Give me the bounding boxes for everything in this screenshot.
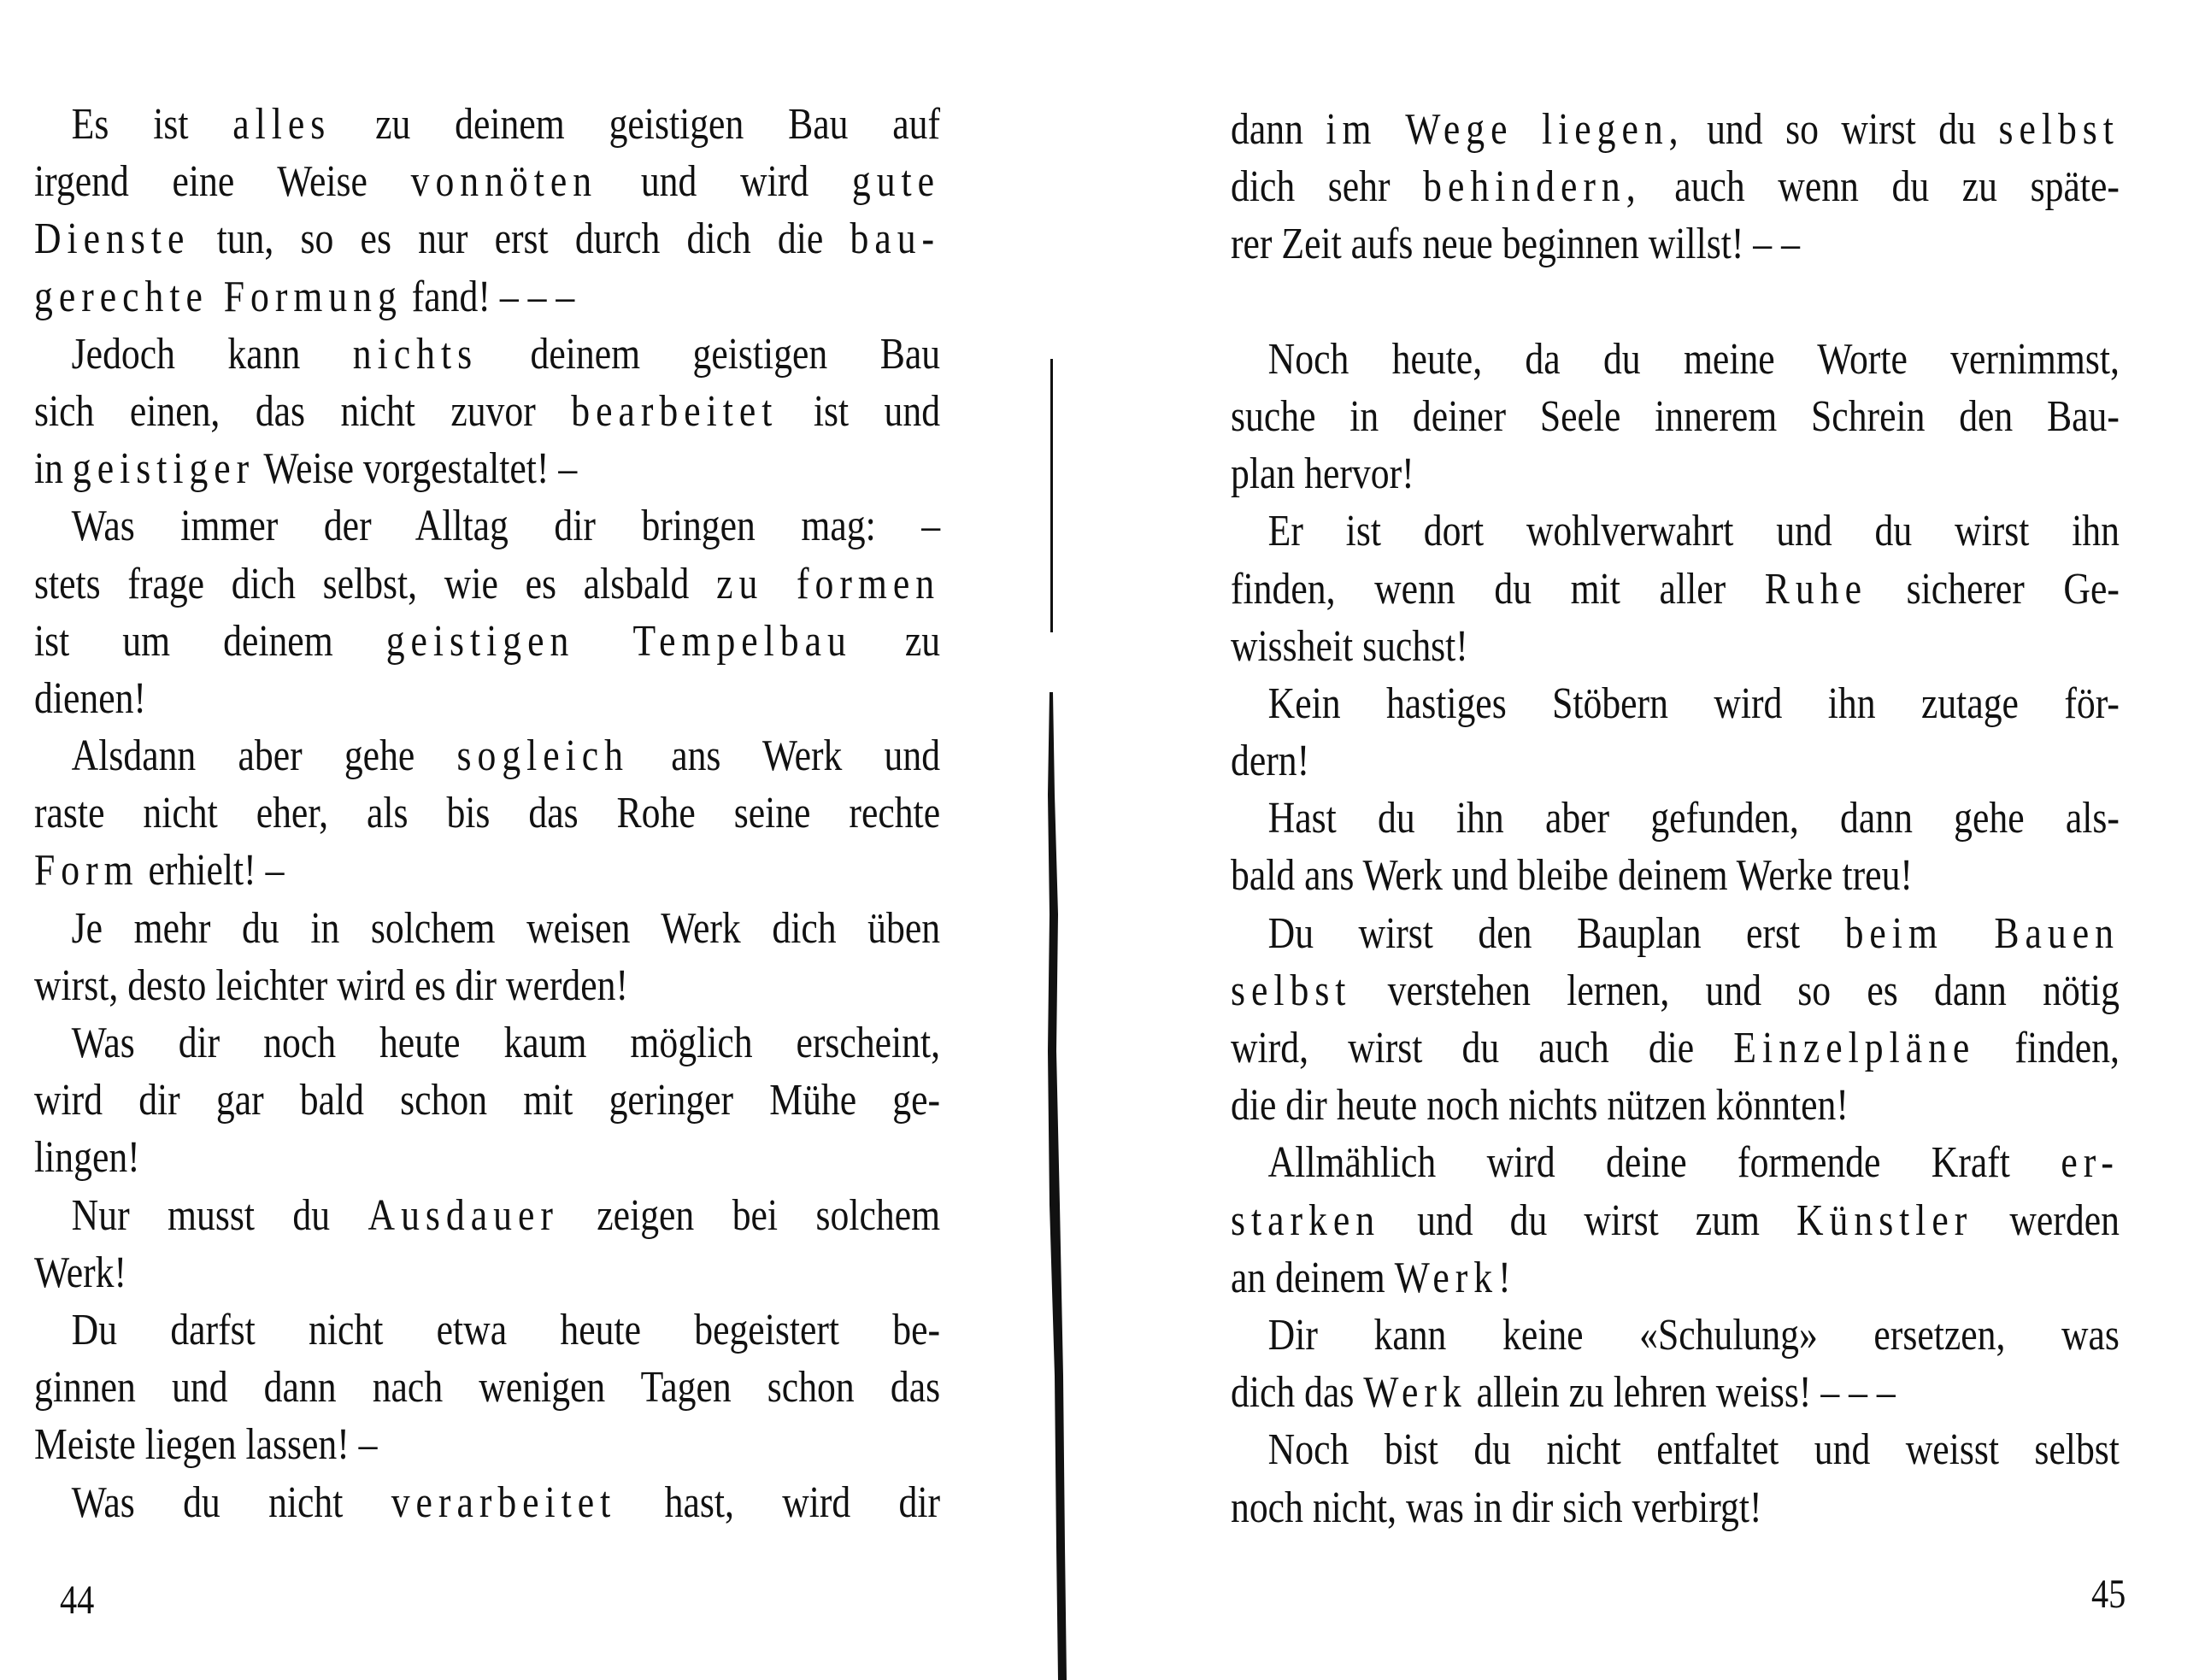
text-segment: Nur musst du <box>71 1190 368 1240</box>
gutter-shadow-band <box>1048 692 1067 1680</box>
text-segment: hast, wird dir <box>616 1477 941 1527</box>
text-line <box>34 440 940 497</box>
emphasized-text: Ruhe <box>1764 564 1867 614</box>
text-line <box>1231 1077 2120 1134</box>
text-line <box>1231 790 2120 847</box>
text-line <box>1231 1019 2120 1077</box>
text-segment: wirst, desto leichter wird es dir werden! <box>34 960 629 1010</box>
text-segment: Meiste liegen lassen! – <box>34 1420 378 1470</box>
emphasized-text: selbst <box>1231 966 1352 1015</box>
text-line <box>34 210 940 267</box>
text-segment: zeigen bei solchem <box>558 1190 941 1240</box>
text-segment: ginnen und dann nach wenigen Tagen schon das <box>34 1363 941 1413</box>
text-segment: Was dir noch heute kaum möglich erscheint, <box>71 1019 941 1067</box>
text-segment: auch wenn du zu späte- <box>1641 162 2120 212</box>
text-line <box>34 784 940 842</box>
text-line <box>34 555 940 613</box>
emphasized-text: verarbeitet <box>391 1477 617 1527</box>
text-line <box>1231 158 2120 215</box>
text-segment: Noch heute, da du meine Worte vernimmst, <box>1267 334 2120 384</box>
text-line <box>1231 101 2120 158</box>
emphasized-text: alles <box>232 100 332 149</box>
text-segment: dann <box>1231 105 1326 154</box>
text-segment: ans Werk und <box>628 731 941 781</box>
emphasized-text: Künstler <box>1796 1195 1973 1245</box>
text-segment: suche in deiner Seele innerem Schrein den Bau- <box>1231 391 2120 441</box>
text-line <box>34 1187 940 1244</box>
emphasized-text: zu formen <box>716 559 941 608</box>
emphasized-text: Ausdauer <box>368 1190 559 1240</box>
text-segment: dienen! <box>34 673 146 723</box>
text-segment: dich sehr <box>1231 162 1424 212</box>
text-segment: und so wirst du <box>1684 105 1999 154</box>
emphasized-text: bau- <box>850 214 941 264</box>
text-line <box>34 1359 940 1416</box>
text-segment: wissheit suchst! <box>1231 621 1468 671</box>
left-page-text <box>34 96 940 1531</box>
text-segment: stets frage dich selbst, wie es alsbald <box>34 559 717 608</box>
text-segment: lingen! <box>34 1133 140 1183</box>
page-number-right: 45 <box>2091 1571 2126 1617</box>
text-line <box>1231 1421 2120 1478</box>
text-line <box>1231 215 2120 273</box>
emphasized-text: nichts <box>352 329 479 379</box>
text-segment: sicherer Ge- <box>1867 564 2120 614</box>
text-segment: wird dir gar bald schon mit geringer Mühe ge- <box>34 1076 941 1125</box>
text-line <box>1231 1134 2120 1191</box>
gutter-fold-line <box>1050 359 1053 632</box>
page-number-left: 44 <box>60 1577 95 1623</box>
emphasized-text: Werk <box>1363 1368 1467 1418</box>
text-line <box>1231 732 2120 790</box>
text-line <box>1231 847 2120 904</box>
blank-line <box>1231 273 2120 331</box>
text-line <box>34 670 940 727</box>
text-line <box>34 326 940 383</box>
text-line <box>34 153 940 210</box>
text-line <box>1231 388 2120 445</box>
text-segment: zu <box>851 616 941 666</box>
text-segment: Was du nicht <box>71 1477 391 1527</box>
text-segment: finden, wenn du mit aller <box>1231 564 1765 614</box>
text-segment: Du wirst den Bauplan erst <box>1267 908 1845 958</box>
text-segment: ist und <box>778 386 941 436</box>
text-line <box>34 1416 940 1473</box>
text-segment: bald ans Werk und bleibe deinem Werke treu! <box>1231 851 1913 901</box>
text-line <box>1231 561 2120 618</box>
emphasized-text: bearbeitet <box>571 386 779 436</box>
text-line <box>34 497 940 555</box>
text-segment: und wird <box>597 157 852 207</box>
text-line <box>34 727 940 784</box>
text-segment: Er ist dort wohlverwahrt und du wirst ihn <box>1267 507 2120 556</box>
text-segment: Je mehr du in solchem weisen Werk dich üben <box>71 903 941 953</box>
text-segment: Es ist <box>71 100 233 149</box>
text-segment: Dir kann keine «Schulung» ersetzen, was <box>1267 1310 2120 1360</box>
text-segment: Alsdann aber gehe <box>71 731 457 781</box>
emphasized-text: vonnöten <box>410 157 598 207</box>
emphasized-text: er- <box>2061 1138 2120 1188</box>
text-line <box>1231 502 2120 560</box>
emphasized-text: im Wege liegen, <box>1326 105 1685 154</box>
emphasized-text: geistiger <box>72 444 256 494</box>
text-line <box>34 383 940 440</box>
emphasized-text: Einzelpläne <box>1733 1024 1976 1072</box>
text-segment: wird, wirst du auch die <box>1231 1024 1734 1072</box>
text-segment: erhielt! – <box>138 846 285 896</box>
emphasized-text: starken <box>1231 1195 1381 1245</box>
text-segment: fand! – – – <box>402 272 575 321</box>
text-line <box>34 1244 940 1301</box>
text-segment: Was immer der Alltag dir bringen mag: – <box>71 502 941 551</box>
text-line <box>34 1129 940 1186</box>
emphasized-text: behindern, <box>1423 162 1642 212</box>
text-segment: an deinem <box>1231 1253 1395 1302</box>
text-segment: plan hervor! <box>1231 449 1414 499</box>
text-line <box>1231 675 2120 732</box>
text-line <box>34 1474 940 1531</box>
text-segment: ! <box>1498 1253 1511 1302</box>
text-line <box>1231 331 2120 388</box>
text-segment: Hast du ihn aber gefunden, dann gehe als- <box>1267 794 2120 843</box>
text-segment: ist um deinem <box>34 616 386 666</box>
text-segment: irgend eine Weise <box>34 157 411 207</box>
text-segment: noch nicht, was in dir sich verbirgt! <box>1231 1483 1762 1532</box>
text-line <box>34 613 940 670</box>
text-segment: zu deinem geistigen Bau auf <box>331 100 941 149</box>
text-line <box>1231 445 2120 502</box>
left-page <box>0 0 1026 1680</box>
text-segment: dich das <box>1231 1368 1364 1418</box>
text-segment: raste nicht eher, als bis das Rohe seine rechte <box>34 789 941 838</box>
emphasized-text: gute <box>851 157 941 207</box>
text-segment: Allmählich wird deine formende Kraft <box>1267 1138 2061 1188</box>
text-segment: tun, so es nur erst durch dich die <box>190 214 850 264</box>
emphasized-text: Dienste <box>34 214 191 264</box>
emphasized-text: sogleich <box>456 731 629 781</box>
text-segment: allein zu lehren weiss! – – – <box>1467 1368 1896 1418</box>
text-segment: Werk! <box>34 1248 127 1297</box>
text-line <box>34 1301 940 1359</box>
text-segment: die dir heute noch nichts nützen könnten! <box>1231 1081 1849 1131</box>
text-line <box>1231 905 2120 962</box>
emphasized-text: beim Bauen <box>1844 908 2120 958</box>
text-segment: deinem geistigen Bau <box>478 329 941 379</box>
text-line <box>34 957 940 1014</box>
emphasized-text: geistigen Tempelbau <box>385 616 852 666</box>
emphasized-text: Form <box>34 846 139 896</box>
text-segment: Kein hastiges Stöbern wird ihn zutage för- <box>1267 678 2120 728</box>
emphasized-text: selbst <box>1998 105 2120 154</box>
right-page-text <box>1231 101 2120 1536</box>
text-line <box>34 1014 940 1072</box>
text-line <box>1231 1249 2120 1307</box>
emphasized-text: gerechte Formung <box>34 272 403 321</box>
text-segment: und du wirst zum <box>1380 1195 1796 1245</box>
text-line <box>34 268 940 326</box>
text-segment: Noch bist du nicht entfaltet und weisst selbst <box>1267 1425 2120 1475</box>
text-segment: werden <box>1973 1195 2120 1245</box>
text-segment: Du darfst nicht etwa heute begeistert be- <box>71 1305 941 1354</box>
text-line <box>34 1072 940 1129</box>
text-line <box>1231 618 2120 675</box>
text-line <box>1231 1307 2120 1364</box>
text-segment: in <box>34 444 73 494</box>
text-line <box>34 96 940 153</box>
text-line <box>34 900 940 957</box>
text-line <box>34 842 940 899</box>
text-segment: Weise vorgestaltet! – <box>255 444 578 494</box>
text-segment: finden, <box>1975 1024 2120 1072</box>
text-line <box>1231 1192 2120 1249</box>
text-segment: Jedoch kann <box>71 329 353 379</box>
gutter-shadow <box>1044 692 1067 1680</box>
text-line <box>1231 962 2120 1019</box>
emphasized-text: Werk <box>1394 1253 1499 1302</box>
right-page <box>1077 0 2205 1680</box>
text-line <box>1231 1364 2120 1421</box>
text-segment: dern! <box>1231 737 1310 786</box>
text-segment: verstehen lernen, und so es dann nötig <box>1351 966 2120 1015</box>
text-line <box>1231 1479 2120 1536</box>
text-segment: rer Zeit aufs neue beginnen willst! – – <box>1231 220 1800 269</box>
text-segment: sich einen, das nicht zuvor <box>34 386 572 436</box>
